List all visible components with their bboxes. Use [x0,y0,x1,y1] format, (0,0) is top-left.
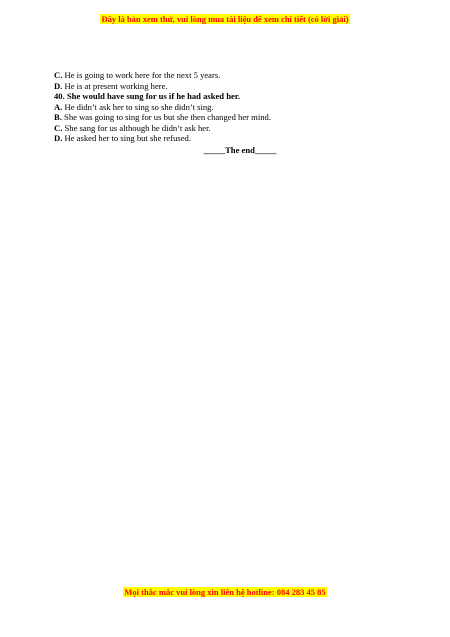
option-a [54,102,394,113]
option-letter: C. [54,122,63,133]
preview-notice-text: Đây là bản xem thử, vui lòng mua tài liệu để xem chi tiết (có lời giải) [101,14,349,24]
hotline-banner [0,587,450,597]
option-letter: D. [54,80,63,91]
end-marker: _____The end_____ [203,145,277,155]
option-text: He is at present working here. [62,80,168,91]
option-letter: C. [54,70,63,80]
option-letter: B. [54,112,62,122]
document-body [54,70,394,144]
option-d-prev [54,81,394,92]
option-c [54,123,394,134]
option-d [54,133,394,144]
preview-notice-banner [0,14,450,24]
option-text: He is going to work here for the next 5 years. [62,70,221,80]
option-text: She was going to sing for us but she then changed her mind. [61,112,271,122]
question-40-stem: 40. She would have sung for us if he had asked her. [54,91,241,101]
option-text: He asked her to sing but she refused. [62,133,191,143]
option-text: He didn’t ask her to sing so she didn’t sing. [62,101,214,112]
hotline-text: Mọi thắc mắc vui lòng xin liên hệ hotline: 084 283 45 85 [124,587,326,597]
option-letter: D. [54,133,63,143]
option-text: She sang for us although he didn’t ask her. [62,122,211,133]
option-b [54,112,394,123]
option-c-prev [54,70,394,81]
option-letter: A. [54,101,63,112]
